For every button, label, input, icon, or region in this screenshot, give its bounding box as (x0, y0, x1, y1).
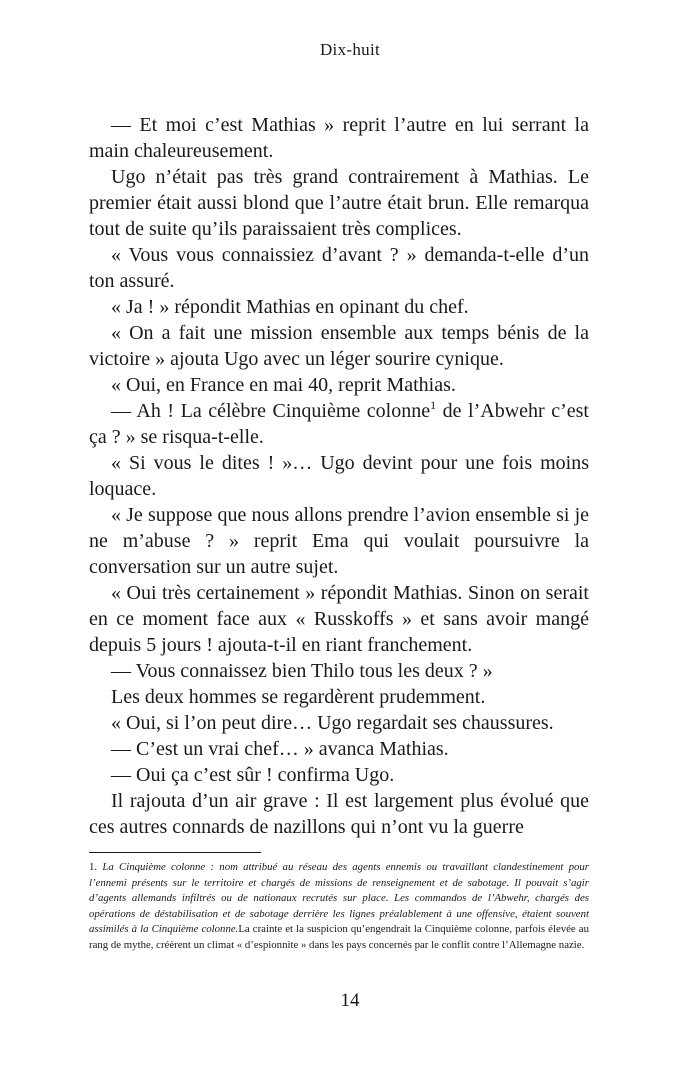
paragraph: « Oui, en France en mai 40, reprit Mathias. (111, 374, 456, 396)
footnote-reference[interactable]: 1 (430, 398, 437, 412)
paragraph: « Oui, si l’on peut dire… Ugo regardait ses chaussures. (111, 712, 554, 734)
paragraph: « Si vous le dites ! »… Ugo devint pour une fois moins loquace. (89, 452, 589, 500)
paragraph-segment: de l’Abwehr c’est ça ? » se risqua-t-elle. (89, 400, 589, 448)
paragraph: — Et moi c’est Mathias » reprit l’autre en lui serrant la main chaleureusement. (89, 114, 589, 162)
footnote-number: 1. (89, 861, 98, 873)
footnote-roman-text: La crainte et la suspicion qu’engendrait la Cinquième colonne, parfois élevée au rang de mythe, créèrent un climat « d’espionnite » dans les pays concernés par le conflit contre l’Allemagne nazie. (89, 923, 589, 951)
paragraph: — Vous connaissez bien Thilo tous les deux ? » (111, 660, 493, 682)
paragraph-with-footnote-ref (89, 398, 589, 450)
footnote (89, 860, 589, 954)
paragraph: « Ja ! » répondit Mathias en opinant du chef. (111, 296, 469, 318)
paragraph: « Je suppose que nous allons prendre l’avion ensemble si je ne m’abuse ? » reprit Ema qui voulait poursuivre la conversation sur un autre sujet. (89, 504, 589, 578)
paragraph: « Oui très certainement » répondit Mathias. Sinon on serait en ce moment face aux « Russkoffs » et sans avoir mangé depuis 5 jours ! ajouta-t-il en riant franchement. (89, 582, 589, 656)
paragraph: — Oui ça c’est sûr ! confirma Ugo. (111, 764, 395, 786)
paragraph: Il rajouta d’un air grave : Il est largement plus évolué que ces autres connards de nazillons qui n’ont vu la guerre (89, 790, 589, 838)
footnote-separator (89, 852, 261, 853)
body-text (89, 112, 589, 840)
paragraph: « On a fait une mission ensemble aux temps bénis de la victoire » ajouta Ugo avec un léger sourire cynique. (89, 322, 589, 370)
paragraph: « Vous vous connaissiez d’avant ? » demanda-t-elle d’un ton assuré. (89, 244, 589, 292)
running-head: Dix-huit (319, 40, 380, 59)
paragraph-segment: — Ah ! La célèbre Cinquième colonne (111, 400, 431, 422)
footnote-italic-text: La Cinquième colonne : nom attribué au réseau des agents ennemis ou travaillant clandestinement pour l’ennemi présents sur le territoire et chargés de missions de renseignement et de sabotage. Il pouvait s’agir d’agents allemands infiltrés ou de nationaux recrutés sur place. Les commandos de l’Abwehr, chargés des opérations de déstabilisation et de sabotage derrière les lignes préalablement à une offensive, étaient souvent assimilés à la Cinquième colonne. (89, 861, 589, 936)
paragraph: Les deux hommes se regardèrent prudemment. (111, 686, 486, 708)
page-number: 14 (340, 990, 360, 1011)
paragraph: Ugo n’était pas très grand contrairement à Mathias. Le premier était aussi blond que l’autre était brun. Elle remarqua tout de suite qu’ils paraissaient très complices. (89, 166, 589, 240)
paragraph: — C’est un vrai chef… » avanca Mathias. (111, 738, 449, 760)
